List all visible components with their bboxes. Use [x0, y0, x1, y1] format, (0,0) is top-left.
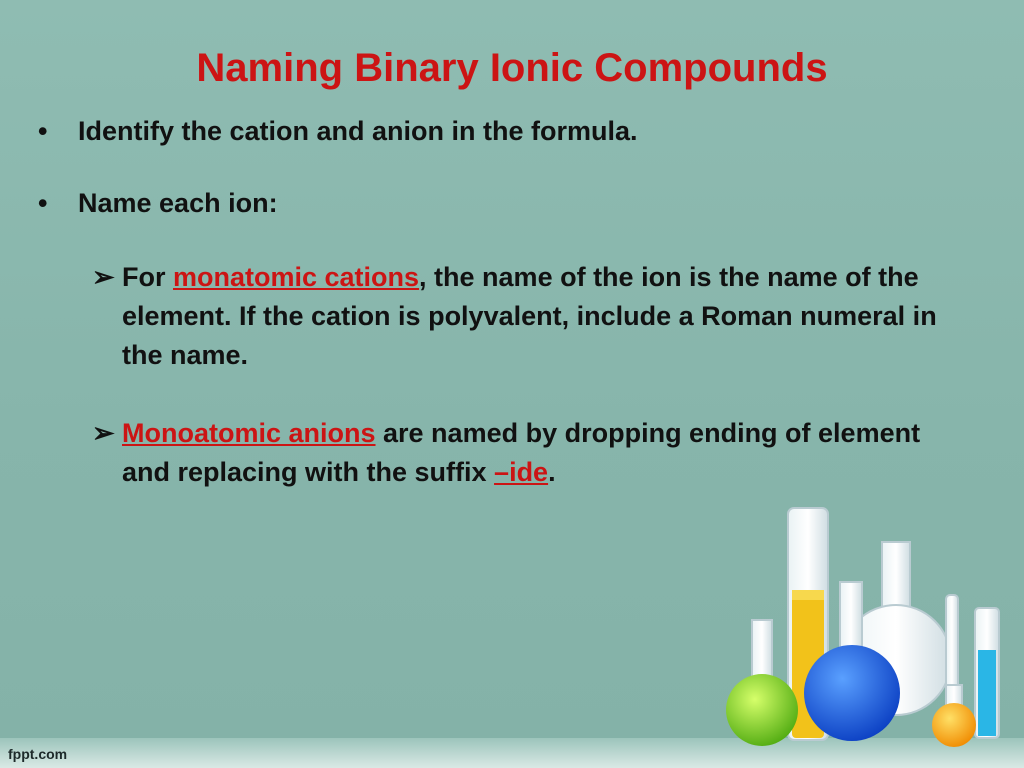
arrow-bullet-icon: ➢ [92, 262, 115, 292]
sub-bullet-text [122, 258, 972, 375]
sub-bullet-item [92, 414, 972, 492]
laboratory-glassware-icon [690, 500, 1010, 750]
sub-bullet-item [92, 258, 972, 375]
arrow-bullet-icon: ➢ [92, 418, 115, 448]
term-highlight: monatomic cations [173, 262, 420, 292]
sub-bullet-post: , the name of the ion is the name of the element. If the cation is polyvalent, include a Roman numeral in the name. [122, 262, 937, 370]
bullet-dot-icon: • [38, 116, 48, 146]
bullet-dot-icon: • [38, 188, 48, 218]
term-highlight: Monoatomic anions [122, 418, 376, 448]
sub-bullet-post: are named by dropping ending of element and replacing with the suffix [122, 418, 921, 487]
sub-bullet-pre: For [122, 262, 173, 292]
sub-bullet-text [122, 414, 972, 492]
footer-credit: fppt.com [8, 746, 68, 762]
cyan-cylinder-icon [975, 608, 999, 738]
bullet-text: Identify the cation and anion in the formula. [78, 116, 638, 146]
sub-bullet-end: . [548, 457, 556, 487]
bullet-text: Name each ion: [78, 188, 278, 218]
suffix-highlight: –ide [494, 457, 549, 487]
slide-title: Naming Binary Ionic Compounds [196, 46, 828, 90]
